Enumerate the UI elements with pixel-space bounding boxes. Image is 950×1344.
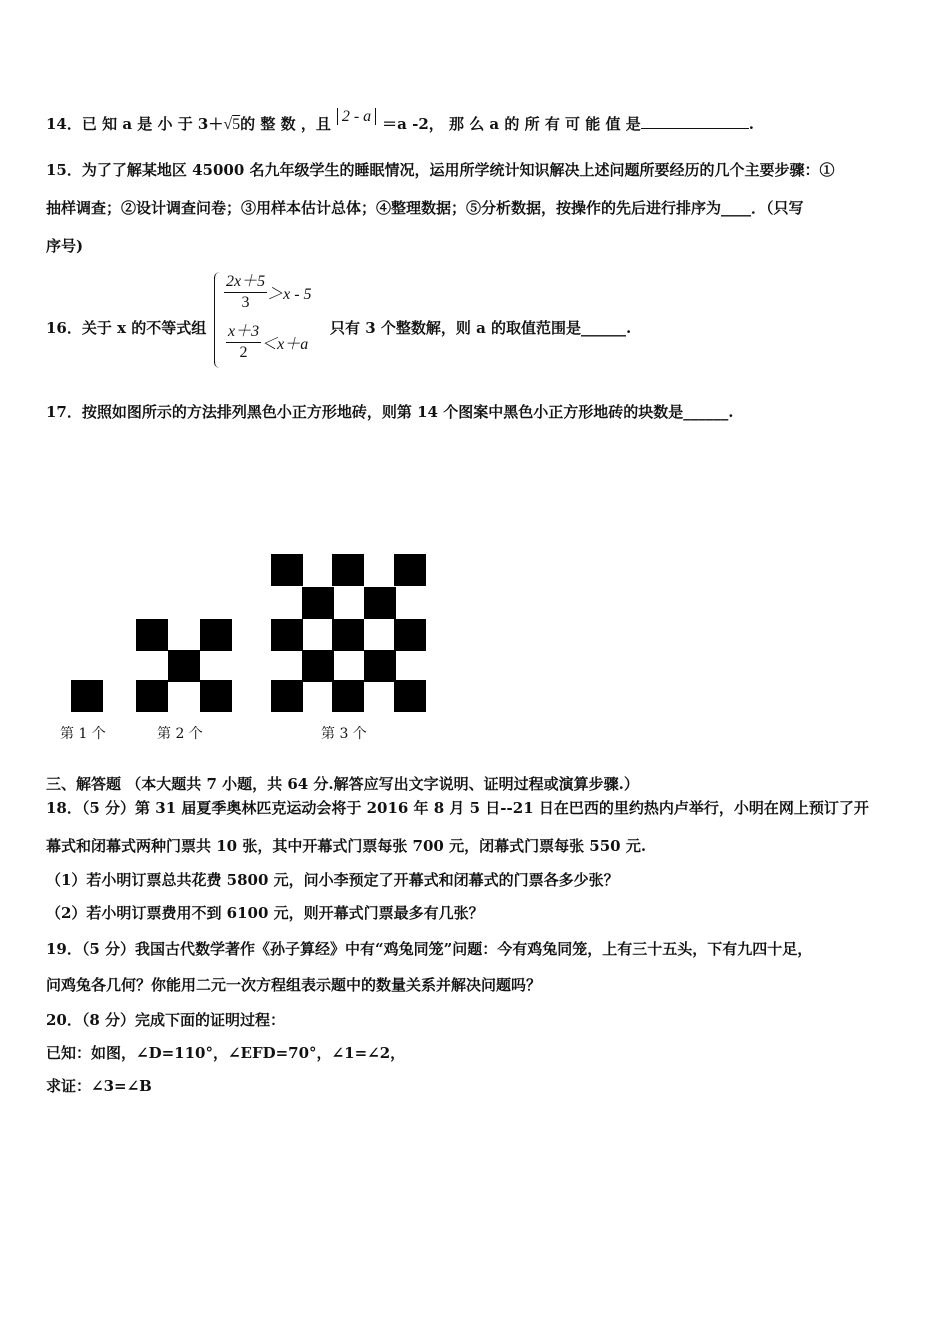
tile-p3-5 <box>364 587 396 619</box>
q18-part2: （2）若小明订票费用不到 6100 元，则开幕式门票最多有几张？ <box>46 904 484 922</box>
tile-p3-6 <box>271 619 303 651</box>
figure-label-1: 第 1 个 <box>60 726 106 742</box>
q14 <box>46 108 754 135</box>
q15-line3: 序号) <box>46 237 84 255</box>
q16-suffix: 只有 3 个整数解，则 a 的取值范围是______. <box>330 319 632 337</box>
q17-text: 17．按照如图所示的方法排列黑色小正方形地砖，则第 14 个图案中黑色小正方形地砖的块数是______. <box>46 403 734 421</box>
tile-p3-11 <box>271 680 303 712</box>
q14-sqrt: √5 <box>223 116 241 133</box>
q14-suffix: ＝a -2， 那 么 a 的 所 有 可 能 值 是 <box>382 115 641 133</box>
q14-abs: 2 - a <box>337 108 376 125</box>
q16-brace <box>214 272 223 368</box>
tile-p2-3 <box>168 650 200 682</box>
q14-prefix: 14．已 知 a 是 小 于 3＋ <box>46 115 224 133</box>
tile-p3-9 <box>302 650 334 682</box>
figure-label-3: 第 3 个 <box>321 726 367 742</box>
q18-line1: 18．（5 分）第 31 届夏季奥林匹克运动会将于 2016 年 8 月 5 日--21 日在巴西的里约热内卢举行，小明在网上预订了开 <box>46 799 869 817</box>
tile-p3-3 <box>394 554 426 586</box>
q18-part1: （1）若小明订票总共花费 5800 元，问小李预定了开幕式和闭幕式的门票各多少张？ <box>46 871 619 889</box>
q20-prove: 求证：∠3=∠B <box>46 1077 152 1095</box>
q15-line1: 15．为了了解某地区 45000 名九年级学生的睡眠情况，运用所学统计知识解决上述问题所要经历的几个主要步骤：① <box>46 161 835 179</box>
tile-p3-12 <box>332 680 364 712</box>
tile-p2-1 <box>136 619 168 651</box>
q14-mid: 的 整 数 ，且 <box>240 115 331 133</box>
tile-p2-2 <box>200 619 232 651</box>
q14-end: . <box>748 115 754 133</box>
q16-inequality-1: $\frac{2x+5}{3}$ ＞x - 5 <box>226 273 312 311</box>
q14-answer-blank[interactable] <box>641 114 749 129</box>
tile-p1-1 <box>71 680 103 712</box>
tile-p3-10 <box>364 650 396 682</box>
tile-p2-4 <box>136 680 168 712</box>
tile-p3-4 <box>302 587 334 619</box>
tile-p3-7 <box>332 619 364 651</box>
tile-p3-8 <box>394 619 426 651</box>
q15-line2: 抽样调查；②设计调查问卷；③用样本估计总体；④整理数据；⑤分析数据，按操作的先后进行排序为____．（只写 <box>46 199 804 217</box>
tile-p3-2 <box>332 554 364 586</box>
q20-line1: 20．（8 分）完成下面的证明过程： <box>46 1011 286 1029</box>
tile-p2-5 <box>200 680 232 712</box>
q16-inequality-2: $\frac{x+3}{2}$ ＜x＋a <box>228 323 309 361</box>
q19-line1: 19．（5 分）我国古代数学著作《孙子算经》中有“鸡兔同笼”问题：今有鸡兔同笼，上有三十五头，下有九四十足， <box>46 940 813 958</box>
tile-p3-13 <box>394 680 426 712</box>
q19-line2: 问鸡兔各几何？你能用二元一次方程组表示题中的数量关系并解决问题吗？ <box>46 976 542 994</box>
tile-p3-1 <box>271 554 303 586</box>
q18-line2: 幕式和闭幕式两种门票共 10 张，其中开幕式门票每张 700 元，闭幕式门票每张 550 元. <box>46 837 647 855</box>
figure-label-2: 第 2 个 <box>157 726 203 742</box>
section3-title: 三、解答题 （本大题共 7 小题，共 64 分.解答应写出文字说明、证明过程或演算步骤.） <box>46 775 639 793</box>
q16-prefix: 16．关于 x 的不等式组 <box>46 319 207 337</box>
q20-given: 已知：如图，∠D=110°，∠EFD=70°，∠1=∠2， <box>46 1044 406 1062</box>
